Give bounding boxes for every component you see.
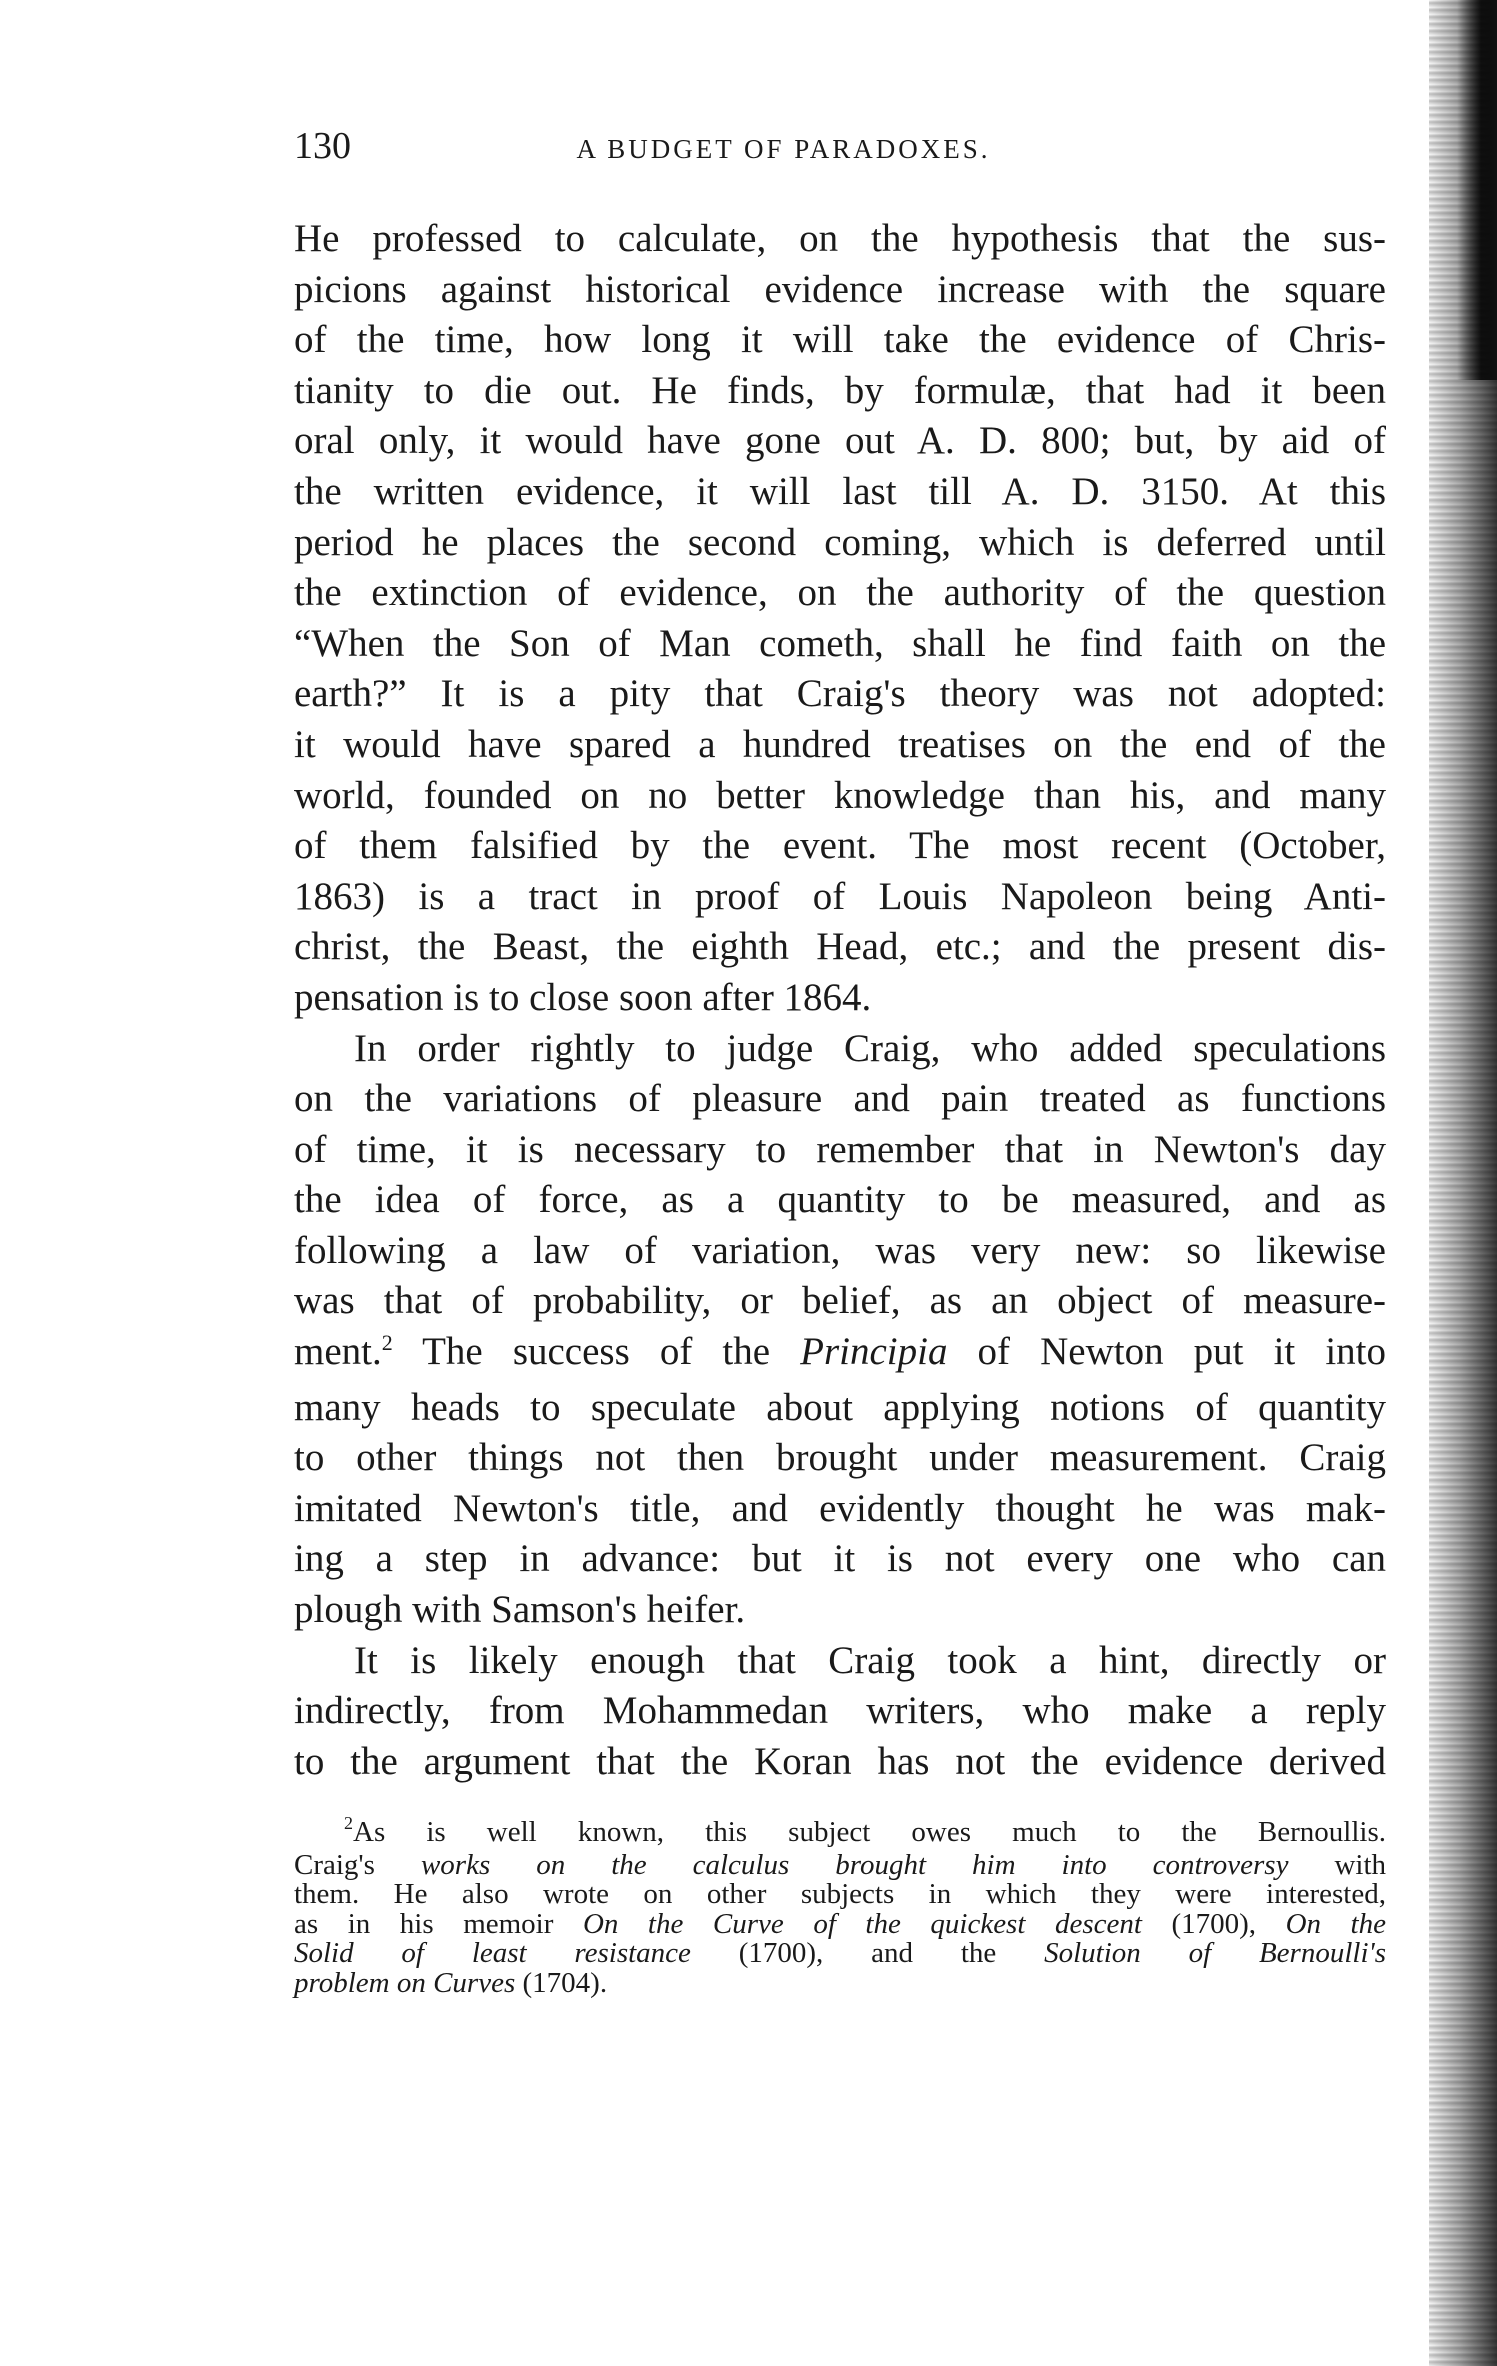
text-fragment: of Newton put it into [947,1330,1386,1374]
text-line: to other things not then brought under measurement. Craig [294,1436,1386,1480]
text-line: pensation is to close soon after 1864. [294,975,872,1019]
text-line: it would have spared a hundred treatises on the end of the [294,722,1386,766]
text-line: “When the Son of Man cometh, shall he find faith on the [294,621,1386,665]
text-line: was that of probability, or belief, as an object of measure- [294,1279,1386,1323]
text-line: 1863) is a tract in proof of Louis Napoleon being Anti- [294,874,1386,918]
text-fragment: as in his memoir [294,1907,583,1940]
italic-title: On the Curve of the quickest descent [582,1907,1142,1940]
footnote [294,1813,1387,1999]
page-number: 130 [294,125,351,167]
text-line: the written evidence, it will last till A. D. 3150. At this [294,469,1386,513]
paragraph-1 [294,214,1386,1024]
footnote-line [294,1907,1386,1940]
text-line: on the variations of pleasure and pain treated as functions [294,1077,1386,1121]
text-line: following a law of variation, was very new: so likewise [294,1228,1386,1272]
text-line: picions against historical evidence increase with the square [294,267,1386,311]
text-fragment: Craig's [294,1848,421,1881]
italic-text: works on the calculus brought him into controversy [420,1848,1289,1881]
text-line: christ, the Beast, the eighth Head, etc.; and the present dis- [294,925,1386,969]
italic-title: Solid of least resistance [294,1937,691,1969]
italic-title: Solution of Bernoulli's [1044,1937,1386,1969]
text-fragment: As is well known, this subject owes much to the Bernoullis. [353,1816,1386,1848]
footnote-line [294,1966,1386,1999]
running-title: A BUDGET OF PARADOXES. [576,134,991,164]
text-line: of them falsified by the event. The most recent (October, [294,824,1386,868]
italic-title: problem on Curves [294,1966,516,1999]
text-line: earth?” It is a pity that Craig's theory was not adopted: [294,672,1386,716]
italic-title: On the [1285,1907,1386,1940]
text-fragment: (1704). [515,1966,608,1999]
text-line: tianity to die out. He finds, by formulæ, that had it been [294,368,1386,412]
italic-title: Principia [800,1330,948,1374]
footnote-line: them. He also wrote on other subjects in which they were interested, [294,1878,1386,1910]
text-line: world, founded on no better knowledge than his, and many [294,773,1386,817]
binding-edge-dark [1457,0,1497,380]
footnote-line [294,1813,1386,1851]
text-line: plough with Samson's heifer. [294,1588,746,1632]
text-line: of time, it is necessary to remember that in Newton's day [294,1127,1386,1171]
text-fragment: (1700), and the [690,1937,1045,1969]
footnote-line [294,1939,1386,1969]
text-line: ing a step in advance: but it is not every one who can [294,1537,1386,1581]
text-line: the idea of force, as a quantity to be measured, and as [294,1178,1386,1222]
text-line: to the argument that the Koran has not the evidence derived [294,1739,1386,1783]
text-line: many heads to speculate about applying notions of quantity [294,1385,1386,1429]
text-fragment: The success of the [392,1330,801,1374]
text-line: the extinction of evidence, on the authority of the question [294,571,1386,615]
text-fragment: ment. [294,1330,382,1374]
text-line: period he places the second coming, which is deferred until [294,520,1386,564]
body-text [294,214,1386,1787]
text-line: In order rightly to judge Craig, who added speculations [354,1026,1386,1070]
paragraph-3 [294,1636,1386,1788]
text-line: He professed to calculate, on the hypothesis that the sus- [294,217,1386,260]
text-fragment: with [1288,1848,1387,1881]
text-line: indirectly, from Mohammedan writers, who make a reply [294,1689,1386,1733]
paragraph-2 [294,1024,1386,1636]
text-line [294,1327,1386,1383]
text-line: It is likely enough that Craig took a hint, directly or [354,1638,1386,1682]
footnote-marker: 2 [344,1813,353,1833]
text-line: of the time, how long it will take the evidence of Chris- [294,318,1386,362]
text-fragment: (1700), [1141,1907,1286,1940]
footnote-reference[interactable]: 2 [381,1330,393,1356]
footnote-line [294,1848,1387,1881]
text-line: oral only, it would have gone out A. D. 800; but, by aid of [294,419,1386,463]
text-line: imitated Newton's title, and evidently thought he was mak- [294,1486,1386,1530]
